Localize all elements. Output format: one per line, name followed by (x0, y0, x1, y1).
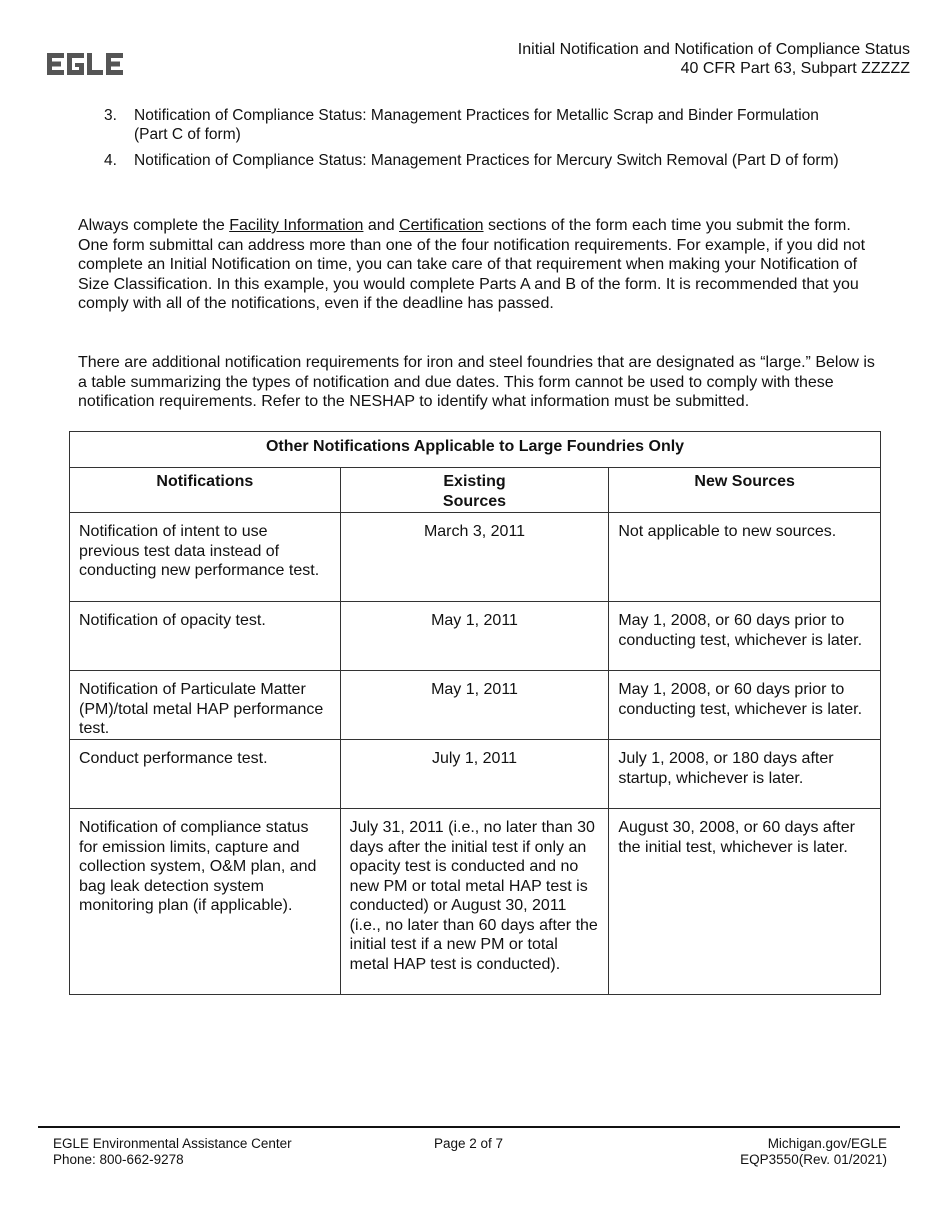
list-item-text: Notification of Compliance Status: Management Practices for Mercury Switch Removal (Part D of form) (134, 152, 839, 169)
list-item-number: 3. (104, 107, 117, 124)
existing-sources-cell: May 1, 2011 (340, 602, 609, 671)
table-row (70, 602, 881, 671)
table-row (70, 671, 881, 740)
intro-paragraph (78, 216, 878, 314)
existing-sources-cell: March 3, 2011 (340, 513, 609, 602)
column-header-new-sources: New Sources (609, 468, 881, 513)
list-item (104, 151, 844, 170)
egle-logo (47, 52, 127, 81)
footer-website: Michigan.gov/EGLE (767, 1136, 887, 1151)
new-sources-cell: Not applicable to new sources. (609, 513, 881, 602)
list-item (104, 106, 844, 144)
column-header-text: Existing (443, 473, 506, 490)
table-row (70, 809, 881, 995)
notification-cell: Notification of intent to use previous test data instead of conducting new performance test. (70, 513, 341, 602)
notification-cell: Conduct performance test. (70, 740, 341, 809)
document-title (518, 40, 910, 78)
large-foundry-paragraph: There are additional notification requirements for iron and steel foundries that are designated as “large.” Below is a table summarizing the types of notification and due dates. This form cannot be used to comply with these notification requirements. Refer to the NESHAP to identify what information must be submitted. (78, 354, 875, 410)
notification-cell: Notification of Particulate Matter (PM)/total metal HAP performance test. (70, 671, 341, 740)
paragraph-text: and (363, 217, 400, 234)
footer-phone: Phone: 800-662-9278 (53, 1152, 184, 1167)
footer-form-id: EQP3550(Rev. 01/2021) (740, 1152, 887, 1167)
certification-link[interactable]: Certification (399, 217, 484, 234)
footer-divider (38, 1126, 900, 1128)
existing-sources-cell: July 1, 2011 (340, 740, 609, 809)
new-sources-cell: August 30, 2008, or 60 days after the initial test, whichever is later. (609, 809, 881, 995)
notification-cell: Notification of compliance status for emission limits, capture and collection system, O&M plan, and bag leak detection system monitoring plan (if applicable). (70, 809, 341, 995)
column-header-notifications: Notifications (70, 468, 341, 513)
footer-center-name: EGLE Environmental Assistance Center (53, 1136, 292, 1151)
large-foundries-table (69, 431, 881, 995)
table-row (70, 740, 881, 809)
footer-reference (740, 1136, 887, 1168)
document-title-line1: Initial Notification and Notification of Compliance Status (517, 41, 910, 58)
new-sources-cell: May 1, 2008, or 60 days prior to conducting test, whichever is later. (609, 602, 881, 671)
facility-information-link[interactable]: Facility Information (229, 217, 364, 234)
new-sources-cell: July 1, 2008, or 180 days after startup, whichever is later. (609, 740, 881, 809)
list-item-number: 4. (104, 152, 117, 169)
document-title-line2: 40 CFR Part 63, Subpart ZZZZZ (680, 60, 910, 77)
table-row (70, 513, 881, 602)
new-sources-cell: May 1, 2008, or 60 days prior to conducting test, whichever is later. (609, 671, 881, 740)
notification-cell: Notification of opacity test. (70, 602, 341, 671)
paragraph-text: sections of the form each time you submit the form. One form submittal can address more than one of the four notification requirements. For example, if you did not complete an Initial Notification on time, you can take care of that requirement when making your Notification of Size Classification. In this example, you would complete Parts A and B of the form. It is recommended that you comply with all of the notifications, even if the deadline has passed. (78, 217, 866, 312)
egle-logo-mark (47, 52, 127, 76)
paragraph-text: Always complete the (78, 217, 230, 234)
table-title: Other Notifications Applicable to Large Foundries Only (70, 432, 881, 468)
existing-sources-cell: July 31, 2011 (i.e., no later than 30 days after the initial test if only an opacity test is conducted and no new PM or total metal HAP test is conducted) or August 30, 2011 (i.e., no later than 60 days after the initial test if a new PM or total metal HAP test is conducted). (340, 809, 609, 995)
existing-sources-cell: May 1, 2011 (340, 671, 609, 740)
page-number: Page 2 of 7 (434, 1136, 504, 1151)
footer-contact (53, 1136, 292, 1168)
list-item-text: Notification of Compliance Status: Management Practices for Metallic Scrap and Binder Formulation (Part C of form) (134, 107, 819, 143)
column-header-existing-sources (340, 468, 609, 513)
column-header-text: Sources (442, 492, 507, 510)
notification-list (104, 106, 844, 177)
